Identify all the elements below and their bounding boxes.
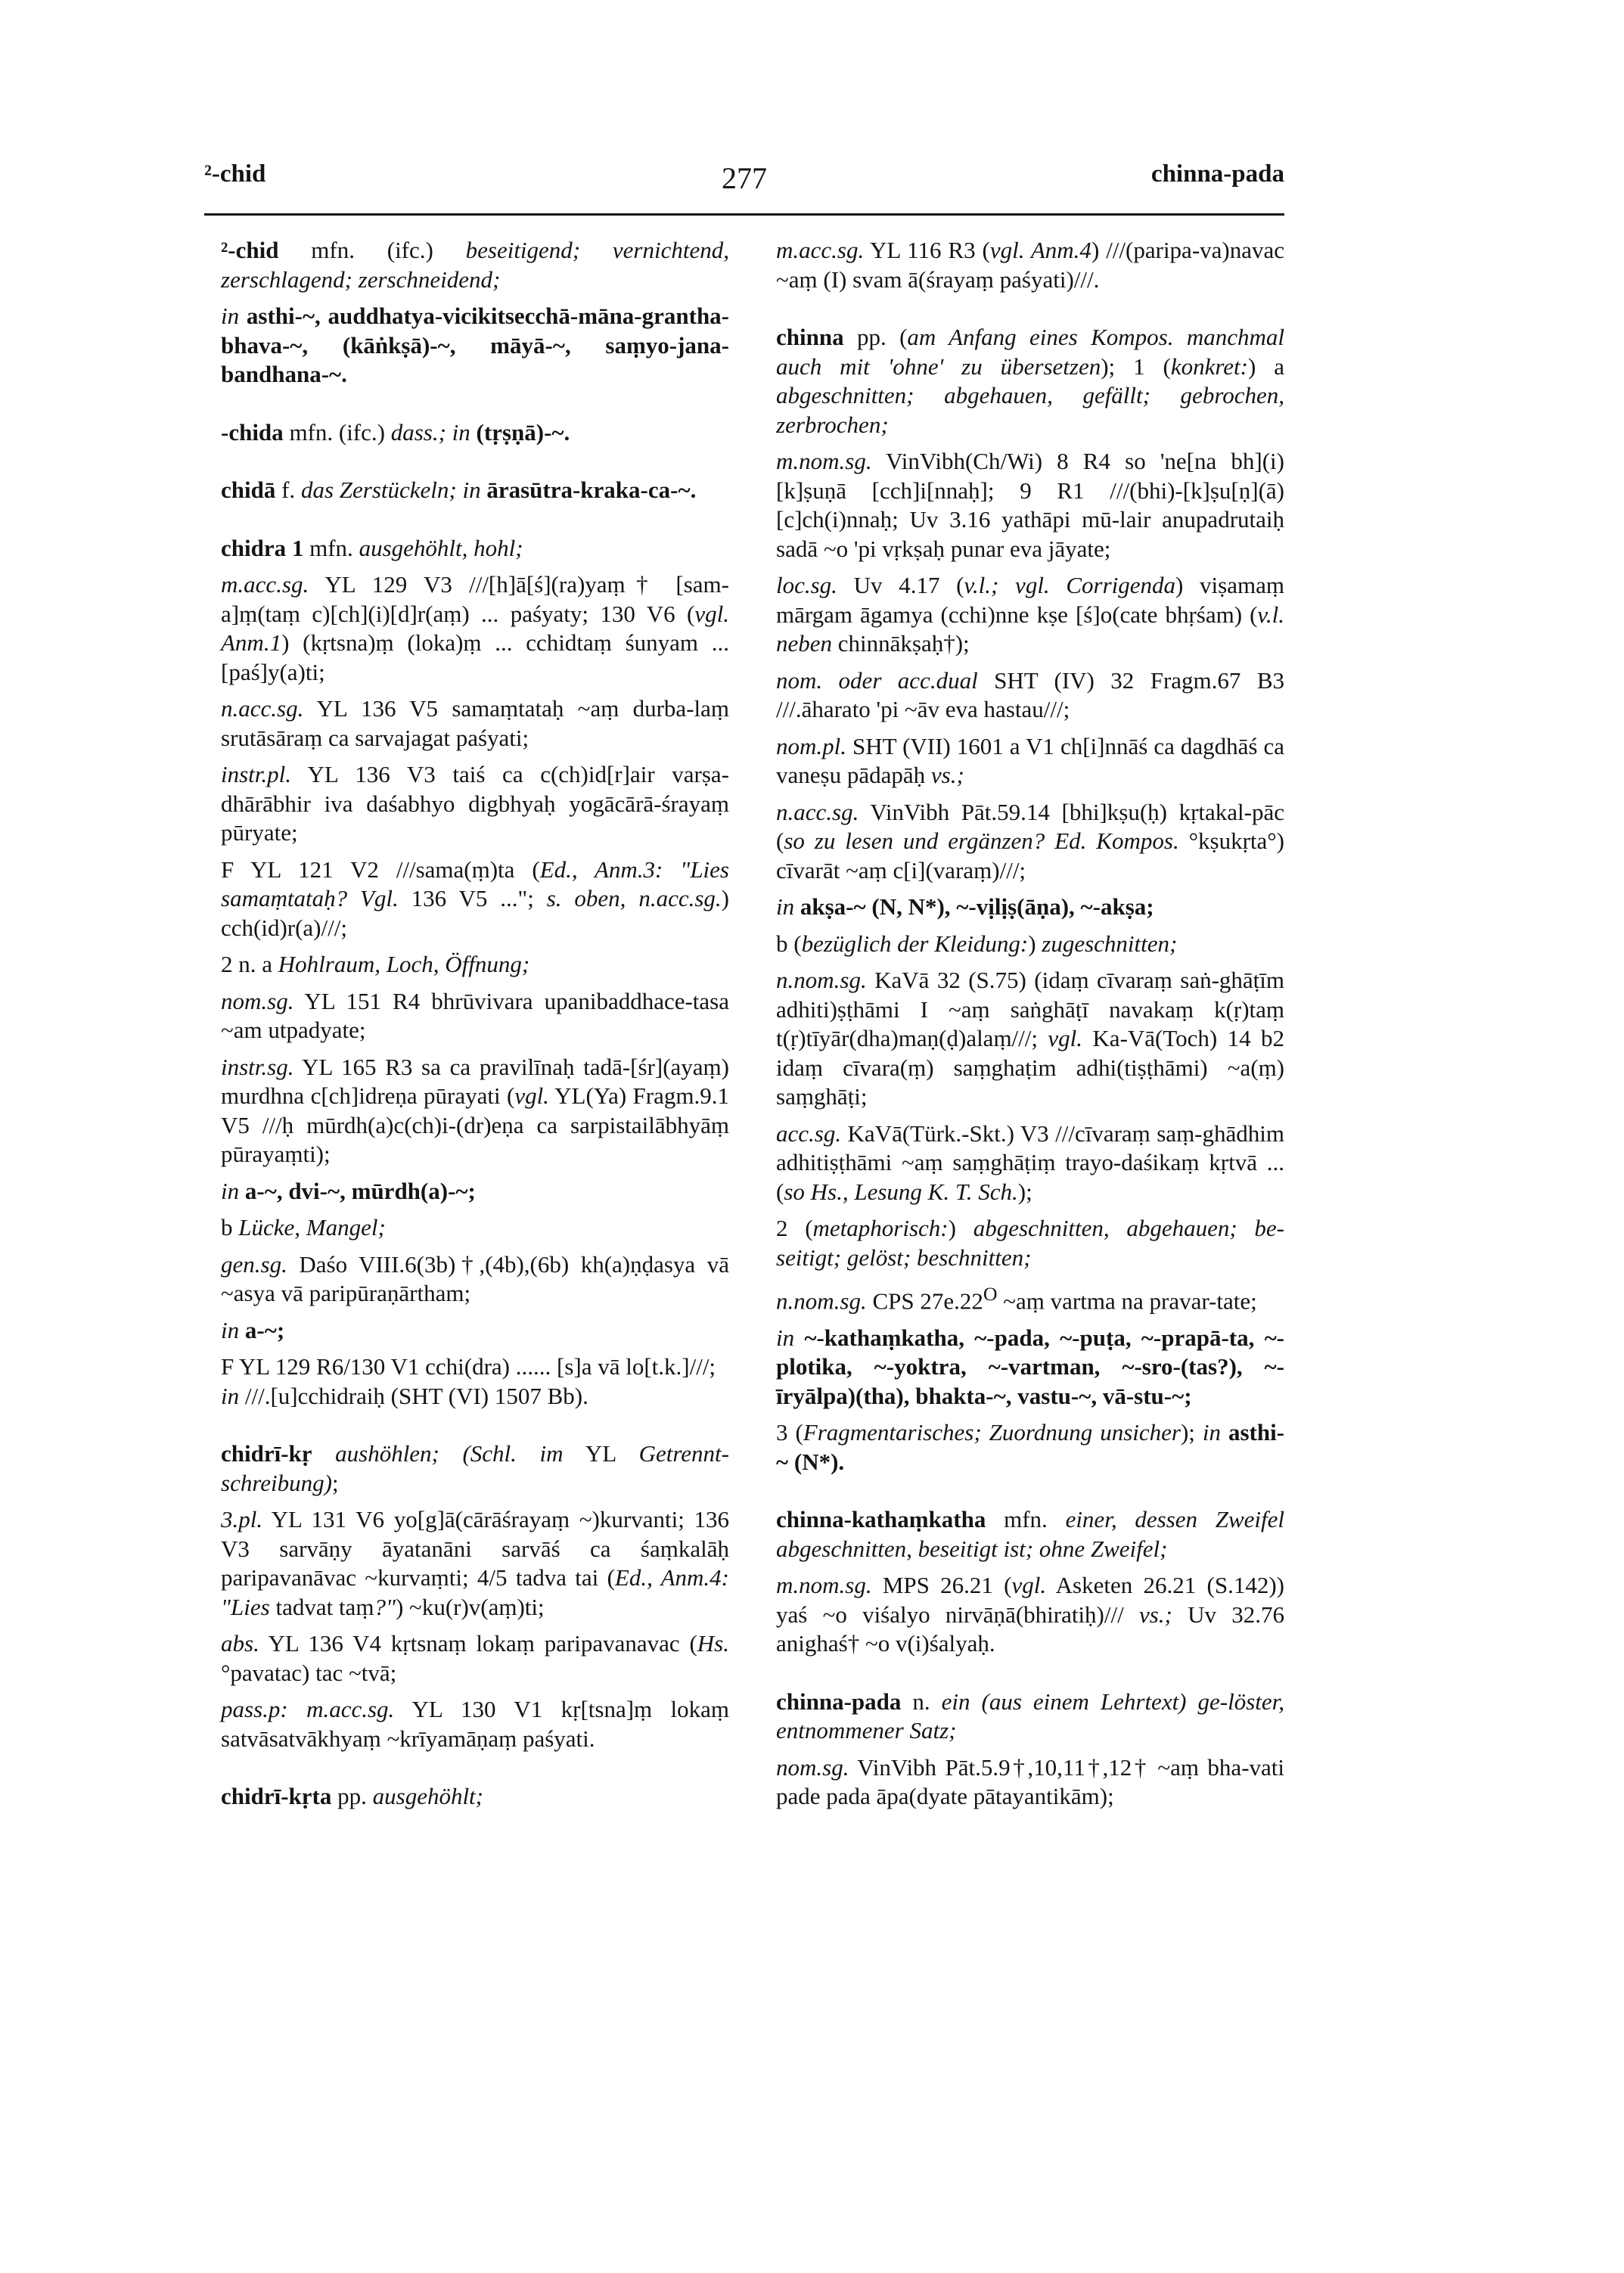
right-column [776, 236, 1284, 1819]
entry-line: instr.sg. YL 165 R3 sa ca pravilīnaḥ tadā-[śr](ayaṃ) murdhna c[ch]idreṇa pūrayati (vgl. YL(Ya) Fragm.9.1 V5 ///ḥ mūrdh(a)c(ch)i-(dr)eṇa ca sarpistailābhyāṃ pūrayaṃti); [221, 1053, 729, 1167]
entry-chidra: chidra 1 mfn. ausgehöhlt, hohl; [221, 534, 523, 561]
entry-line: n.acc.sg. VinVibh Pāt.59.14 [bhi]kṣu(ḥ) kṛtakal-pāc (so zu lesen und ergänzen? Ed. Kompos. °kṣukṛta°) cīvarāt ~aṃ c[i](varaṃ)///; [776, 798, 1284, 883]
entry-chinna-kathamkatha: chinna-kathaṃkatha mfn. einer, dessen Zweifel abgeschnitten, beseitigt ist; ohne Zweifel; [776, 1506, 1285, 1562]
entry-line: m.acc.sg. YL 116 R3 (vgl. Anm.4) ///(paripa-va)navac ~aṃ (I) svam ā(śrayaṃ paśyati)///. [776, 237, 1284, 293]
entry-line: nom.sg. YL 151 R4 bhrūvivara upanibaddhace-tasa ~am utpadyate; [221, 987, 729, 1043]
entry-line: instr.pl. YL 136 V3 taiś ca c(ch)id[r]air varṣa-dhārābhir iva daśabhyo digbhyaḥ yogācārā-śrayaṃ pūryate; [221, 761, 729, 846]
entry-line: b Lücke, Mangel; [221, 1214, 386, 1241]
running-head-left: ²-chid [204, 160, 266, 188]
entry-line: in asthi-~, auddhatya-vicikitsecchā-māna-grantha-bhava-~, (kāṅkṣā)-~, māyā-~, saṃyo-jana-bandhana-~. [221, 303, 730, 387]
entry-line: m.acc.sg. YL 129 V3 ///[h]ā[ś](ra)yaṃ† [sam-a]ṃ(taṃ c)[ch](i)[d]r(aṃ) ... paśyaty; 130 V6 (vgl. Anm.1) (kṛtsna)ṃ (loka)ṃ ... cchidtaṃ śunyam ... [paś]y(a)ti; [221, 571, 729, 685]
entry-line: gen.sg. Daśo VIII.6(3b)†,(4b),(6b) kh(a)ṇḍasya vā ~asya vā paripūraṇārtham; [221, 1250, 729, 1306]
entry-chida-f: chidā f. das Zerstückeln; in ārasūtra-kraka-ca-~. [221, 477, 697, 503]
entry-line: nom.sg. VinVibh Pāt.5.9†,10,11†,12† ~aṃ bha-vati pade pada āpa(dyate pātayantikām); [776, 1753, 1284, 1810]
entry-line: in akṣa-~ (N, N*), ~-vịlịṣ(āṇa), ~-akṣa; [776, 893, 1154, 920]
entry-line: F YL 121 V2 ///sama(ṃ)ta (Ed., Anm.3: "Lies samaṃtataḥ? Vgl. 136 V5 ..."; s. oben, n.acc.sg.) cch(id)r(a)///; [221, 855, 729, 941]
entry-line: F YL 129 R6/130 V1 cchi(dra) ...... [s]a vā lo[t.k.]///; in ///.[u]cchidraiḥ (SHT (VI) 1507 Bb). [221, 1353, 716, 1409]
entry-line: in a-~, dvi-~, mūrdh(a)-~; [221, 1177, 476, 1204]
entry-line: 3 (Fragmentarisches; Zuordnung unsicher); in asthi-~ (N*). [776, 1419, 1285, 1475]
entry-line: b (bezüglich der Kleidung:) zugeschnitten; [776, 930, 1178, 957]
entry-line: abs. YL 136 V4 kṛtsnaṃ lokaṃ paripavanavac (Hs. °pavatac) tac ~tvā; [221, 1630, 729, 1686]
page-number: 277 [722, 161, 767, 195]
entry-chinna-pada: chinna-pada n. ein (aus einem Lehrtext) ge-löster, entnommener Satz; [776, 1688, 1285, 1744]
entry-2-chid: ²-chid mfn. (ifc.) beseitigend; vernichtend, zerschlagend; zerschneidend; [221, 237, 729, 293]
entry-line: acc.sg. KaVā(Türk.-Skt.) V3 ///cīvaraṃ saṃ-ghādhim adhitiṣṭhāmi ~aṃ saṃghāṭiṃ trayo-daśikaṃ kṛtvā ... (so Hs., Lesung K. T. Sch.); [776, 1119, 1284, 1205]
entry-line: m.nom.sg. MPS 26.21 (vgl. Asketen 26.21 (S.142)) yaś ~o viśalyo nirvāṇā(bhiratiḥ)/// vs.; Uv 32.76 anighaś† ~o v(i)śalyaḥ. [776, 1572, 1284, 1657]
entry-chida: -chida mfn. (ifc.) dass.; in (tṛṣṇā)-~. [221, 418, 570, 446]
entry-line: n.acc.sg. YL 136 V5 samaṃtataḥ ~aṃ durba-laṃ srutāsāraṃ ca sarvajagat paśyati; [221, 695, 729, 751]
page-header [204, 160, 1284, 206]
entry-line: loc.sg. Uv 4.17 (v.l.; vgl. Corrigenda) viṣamaṃ mārgam āgamya (cchi)nne kṣe [ś]o(cate bhṛśam) (v.l. neben chinnākṣaḥ†); [776, 572, 1284, 657]
entry-line: pass.p: m.acc.sg. YL 130 V1 kṛ[tsna]ṃ lokaṃ satvāsatvākhyaṃ ~krīyamāṇaṃ paśyati. [221, 1696, 729, 1752]
entry-line: 3.pl. YL 131 V6 yo[g]ā(cārāśrayaṃ ~)kurvanti; 136 V3 sarvāṇy āyatanāni sarvāś ca śaṃkalāḥ paripavanāvac ~kurvaṃti; 4/5 tadva tai (Ed., Anm.4: "Lies tadvat taṃ?") ~ku(r)v(aṃ)ti; [221, 1506, 729, 1620]
header-rule [204, 213, 1284, 216]
entry-chidri-kr: chidrī-kṛ aushöhlen; (Schl. im YL Getrennt-schreibung); [221, 1440, 729, 1496]
entry-line: 2 (metaphorisch:) abgeschnitten, abgehauen; be-seitigt; gelöst; beschnitten; [776, 1215, 1284, 1271]
left-column [221, 236, 729, 1819]
entry-line: n.nom.sg. KaVā 32 (S.75) (idaṃ cīvaraṃ saṅ-ghāṭīm adhiti)ṣṭhāmi I ~aṃ saṅghāṭī navakaṃ k(ṛ)taṃ t(ṛ)tīyār(dha)maṇ(ḍ)alaṃ///; vgl. Ka-Vā(Toch) 14 b2 idaṃ cīvara(ṃ) saṃghaṭim adhi(tiṣṭhāmi) ~a(ṃ) saṃghāṭi; [776, 967, 1284, 1110]
entry-chinna: chinna pp. (am Anfang eines Kompos. manchmal auch mit 'ohne' zu übersetzen); 1 (konkret:) a abgeschnitten; abgehauen, gefällt; gebrochen, zerbrochen; [776, 324, 1284, 438]
entry-line: m.nom.sg. VinVibh(Ch/Wi) 8 R4 so 'ne[na bh](i)[k]ṣuṇā [cch]i[nnaḥ]; 9 R1 ///(bhi)-[k]ṣu[ṇ](ā) [c]ch(i)nnaḥ; Uv 3.16 yathāpi mū-lair anupadrutaiḥ sadā ~o 'pi vṛkṣaḥ punar eva jāyate; [776, 448, 1284, 562]
entry-line: nom. oder acc.dual SHT (IV) 32 Fragm.67 B3 ///.āharato 'pi ~āv eva hastau///; [776, 666, 1284, 722]
entry-line: nom.pl. SHT (VII) 1601 a V1 ch[i]nnāś ca dagdhāś ca vaneṣu pādapāḥ vs.; [776, 732, 1284, 788]
entry-line: 2 n. a Hohlraum, Loch, Öffnung; [221, 951, 530, 977]
entry-line: in a-~; [221, 1316, 285, 1343]
running-head-right: chinna-pada [1150, 160, 1284, 188]
entry-chidri-krta: chidrī-kṛta pp. ausgehöhlt; [221, 1783, 483, 1809]
entry-line: n.nom.sg. CPS $27e.22^O$ ~aṃ vartma na pravar-tate; [776, 1283, 1257, 1315]
entry-line: in ~-kathaṃkatha, ~-pada, ~-puṭa, ~-prapā-ta, ~-plotika, ~-yoktra, ~-vartman, ~-sro-(tas?), ~-īryālpa)(tha), bhakta-~, vastu-~, vā-stu-~; [776, 1324, 1285, 1409]
